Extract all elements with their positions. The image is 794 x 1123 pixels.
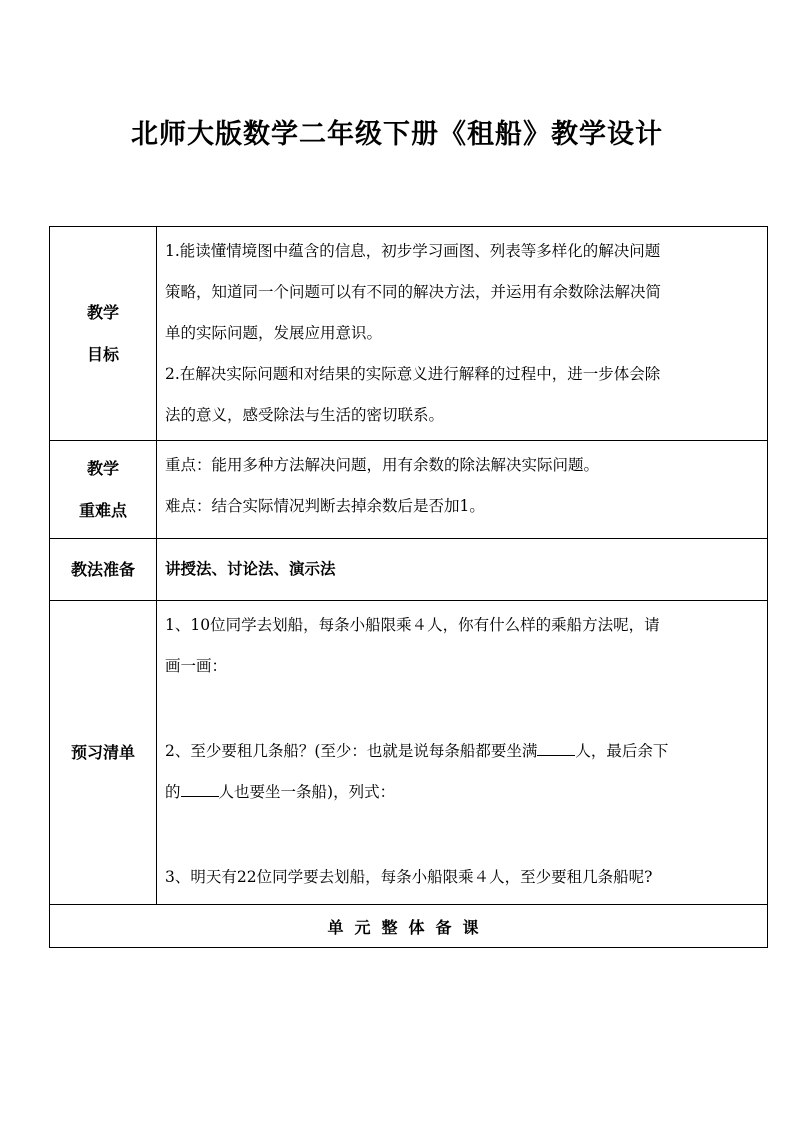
goals-line: 1.能读懂情境图中蕴含的信息，初步学习画图、列表等多样化的解决问题 xyxy=(165,242,661,260)
question-2: 2、至少要租几条船？(至少：也就是说每条船都要坐满 人，最后余下 xyxy=(165,731,761,772)
goals-line: 策略，知道同一个问题可以有不同的解决方法，并运用有余数除法解决简 xyxy=(165,283,662,301)
table-row-preview xyxy=(50,601,768,905)
answer-blank xyxy=(181,781,219,798)
answer-blank xyxy=(537,740,575,757)
unit-planning-footer: 单元整体备课 xyxy=(50,905,768,948)
goals-label: 教学 目标 xyxy=(50,227,157,441)
page-title: 北师大版数学二年级下册《租船》教学设计 xyxy=(131,119,663,150)
table-row-method xyxy=(50,539,768,601)
question-2-cont: 的 人也要坐一条船)，列式： xyxy=(165,772,761,813)
table-row-goals xyxy=(50,227,768,441)
goals-line: 法的意义，感受除法与生活的密切联系。 xyxy=(165,406,445,424)
key-points-content xyxy=(157,441,768,539)
question-3: 3、明天有22位同学要去划船，每条小船限乘４人，至少要租几条船呢? xyxy=(165,868,653,886)
question-1: 1、10位同学去划船，每条小船限乘４人，你有什么样的乘船方法呢，请 xyxy=(165,616,660,634)
table-row-key-points xyxy=(50,441,768,539)
table-row-footer xyxy=(50,905,768,948)
lesson-plan-table xyxy=(49,226,768,948)
method-label: 教法准备 xyxy=(50,539,157,601)
key-point-line: 难点：结合实际情况判断去掉余数后是否加1。 xyxy=(165,497,485,515)
preview-label: 预习清单 xyxy=(50,601,157,905)
preview-content xyxy=(157,601,768,905)
goals-line: 单的实际问题，发展应用意识。 xyxy=(165,324,383,342)
goals-content xyxy=(157,227,768,441)
question-1-cont: 画一画： xyxy=(165,657,228,675)
key-points-label: 教学 重难点 xyxy=(50,441,157,539)
method-value: 讲授法、讨论法、演示法 xyxy=(157,539,768,601)
key-point-line: 重点：能用多种方法解决问题，用有余数的除法解决实际问题。 xyxy=(165,456,600,474)
goals-line: 2.在解决实际问题和对结果的实际意义进行解释的过程中，进一步体会除 xyxy=(165,365,661,383)
